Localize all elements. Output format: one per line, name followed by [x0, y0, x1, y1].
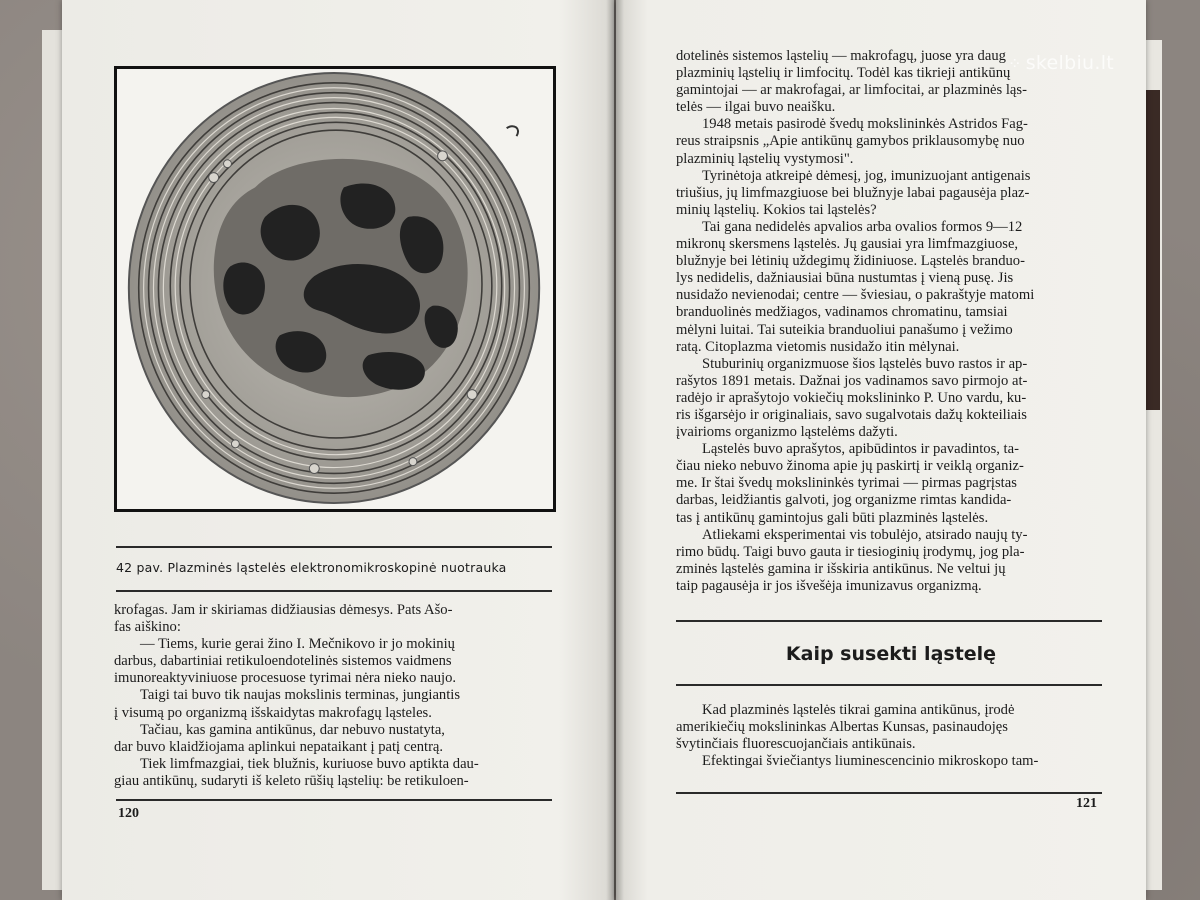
text-line: mėlyni luitai. Tai suteikia branduoliui panašumo į vežimo [676, 321, 1013, 338]
text-line: giau antikūnų, sudaryti iš keleto rūšių ląstelių: be retikuloen- [114, 772, 469, 789]
text-line: plazminių ląstelių vystymosi". [676, 150, 854, 167]
text-line: Kad plazminės ląstelės tikrai gamina antikūnus, įrodė [702, 702, 1015, 718]
watermark-text: skelbiu.lt [1025, 52, 1115, 74]
text-line: dotelinės sistemos ląstelių — makrofagų, juose yra daug [676, 48, 1006, 64]
text-line: Tačiau, kas gamina antikūnus, dar nebuvo nustatyta, [140, 721, 445, 738]
text-line: plazminių ląstelių ir limfocitų. Todėl kas tikrieji antikūnų [676, 65, 1011, 82]
section-heading: Kaip susekti ląstelę [785, 643, 997, 665]
text-line: Tiek limfmazgiai, tiek blužnis, kuriuose buvo aptikta dau- [140, 755, 479, 772]
text-line: reus straipsnis „Apie antikūnų gamybos priklausomybę nuo [676, 133, 1025, 150]
heading-rule-bottom [676, 684, 1102, 686]
text-line: įvairioms organizmo ląstelėms dažyti. [676, 424, 898, 441]
text-line: nusidažo nevienodai; centre — šviesiau, o pakraštyje matomi [676, 287, 1035, 304]
left-page-text [114, 602, 550, 790]
text-line: radėjo ir aprašytojo vokiečių mokslininko P. Uno vardu, ku- [676, 389, 1027, 406]
text-line: rašytos 1891 metais. Dažnai jos vadinamos savo pirmojo at- [676, 372, 1028, 389]
text-line: taip pagausėja ir jos išvešėja imunizavus organizmą. [676, 577, 982, 594]
text-line: minių ląstelių. Kokios tai ląstelės? [676, 201, 877, 218]
text-line: branduolinės medžiagos, vadinamos chromatinu, tamsiai [676, 304, 1008, 321]
text-line: Stuburinių organizmuose šios ląstelės buvo rastos ir ap- [702, 355, 1028, 372]
book-cover-edge [1146, 90, 1160, 410]
text-line: Efektingai šviečiantys liuminescencinio mikroskopo tam- [702, 753, 1039, 770]
text-line: Tyrinėtoja atkreipė dėmesį, jog, imunizuojant antigenais [702, 167, 1031, 184]
left-page-number: 120 [118, 806, 139, 821]
right-footer-rule [676, 792, 1102, 794]
text-line: ris išgarsėjo ir originaliais, savo sugalvotais dažų kokteiliais [676, 406, 1027, 423]
text-line: gamintojai — ar makrofagai, ar limfocitai, ar plazminės ląs- [676, 82, 1027, 99]
text-line: dar buvo klaidžiojama aplinkui nepataikant į patį centrą. [114, 738, 444, 755]
text-line: Taigi tai buvo tik naujas mokslinis terminas, jungiantis [140, 687, 461, 704]
heading-rule-top [676, 620, 1102, 622]
text-line: zminės ląstelės gamina ir išskiria antikūnus. Ne veltui jų [676, 560, 1006, 577]
text-line: blužnyje bei lėtinių uždegimų židiniuose. Ląstelės branduo- [676, 253, 1025, 270]
text-line: tas į antikūnų gamintojus gali būti plazminės ląstelės. [676, 509, 989, 526]
text-line: ratą. Citoplazma vietomis nusidažo itin mėlynai. [676, 338, 960, 355]
right-page-section-text [676, 702, 1116, 770]
text-line: fas aiškino: [114, 619, 181, 636]
text-line: darbus, dabartiniai retikuloendotelinės sistemos vaidmens [114, 653, 452, 670]
text-line: triušius, jų limfmazgiuose bei blužnyje labai pagausėja plaz- [676, 184, 1030, 201]
text-line: lys nedidelis, dažniausiai būna nustumtas į vieną pusę. Jis [676, 270, 1014, 287]
left-footer-rule [116, 799, 552, 801]
watermark-dots-icon: ⁘ [1008, 54, 1022, 73]
book-gutter [606, 0, 624, 900]
figure-caption: 42 pav. Plazminės ląstelės elektronomikroskopinė nuotrauka [116, 560, 507, 575]
text-line: Ląstelės buvo aprašytos, apibūdintos ir pavadintos, ta- [702, 441, 1019, 458]
text-line: čiau nieko nebuvo žinoma apie jų paskirtį ir veiklą organiz- [676, 458, 1024, 475]
caption-rule-top [116, 546, 552, 548]
text-line: imunoreaktyviniuose procesuose tyrimai nėra nieko naujo. [114, 670, 457, 687]
plasma-cell-drawing [117, 69, 553, 509]
text-line: amerikiečių mokslininkas Albertas Kunsas, pasinaudojęs [676, 719, 1008, 736]
text-line: — Tiems, kurie gerai žino I. Mečnikovo ir jo mokinių [140, 636, 455, 653]
text-line: rimo būdų. Taigi buvo gauta ir tiesioginių įrodymų, jog pla- [676, 543, 1025, 560]
right-page-number: 121 [1076, 796, 1097, 811]
text-line: krofagas. Jam ir skiriamas didžiausias dėmesys. Pats Ašo- [114, 602, 453, 618]
text-line: 1948 metais pasirodė švedų mokslininkės Astridos Fag- [702, 116, 1028, 133]
plasma-cell-micrograph [114, 66, 556, 512]
right-page-text [676, 48, 1116, 595]
text-line: telės — ilgai buvo neaišku. [676, 99, 836, 116]
caption-rule-bottom [116, 590, 552, 592]
text-line: švytinčiais fluorescuojančiais antikūnais. [676, 736, 916, 753]
text-line: darbas, leidžiantis galvoti, jog organizme rimtas kandida- [676, 492, 1012, 509]
text-line: mikronų skersmens ląstelės. Jų gausiai yra limfmazgiuose, [676, 236, 1019, 253]
text-line: me. Ir štai švedų mokslininkės tyrimai — pirmas pagrįstas [676, 475, 1017, 492]
text-line: Atliekami eksperimentai vis tobulėjo, atsirado naujų ty- [702, 526, 1028, 543]
text-line: Tai gana nedidelės apvalios arba ovalios formos 9—12 [702, 218, 1023, 235]
text-line: į visumą po organizmą išskaidytas makrofagų ląsteles. [114, 704, 432, 721]
